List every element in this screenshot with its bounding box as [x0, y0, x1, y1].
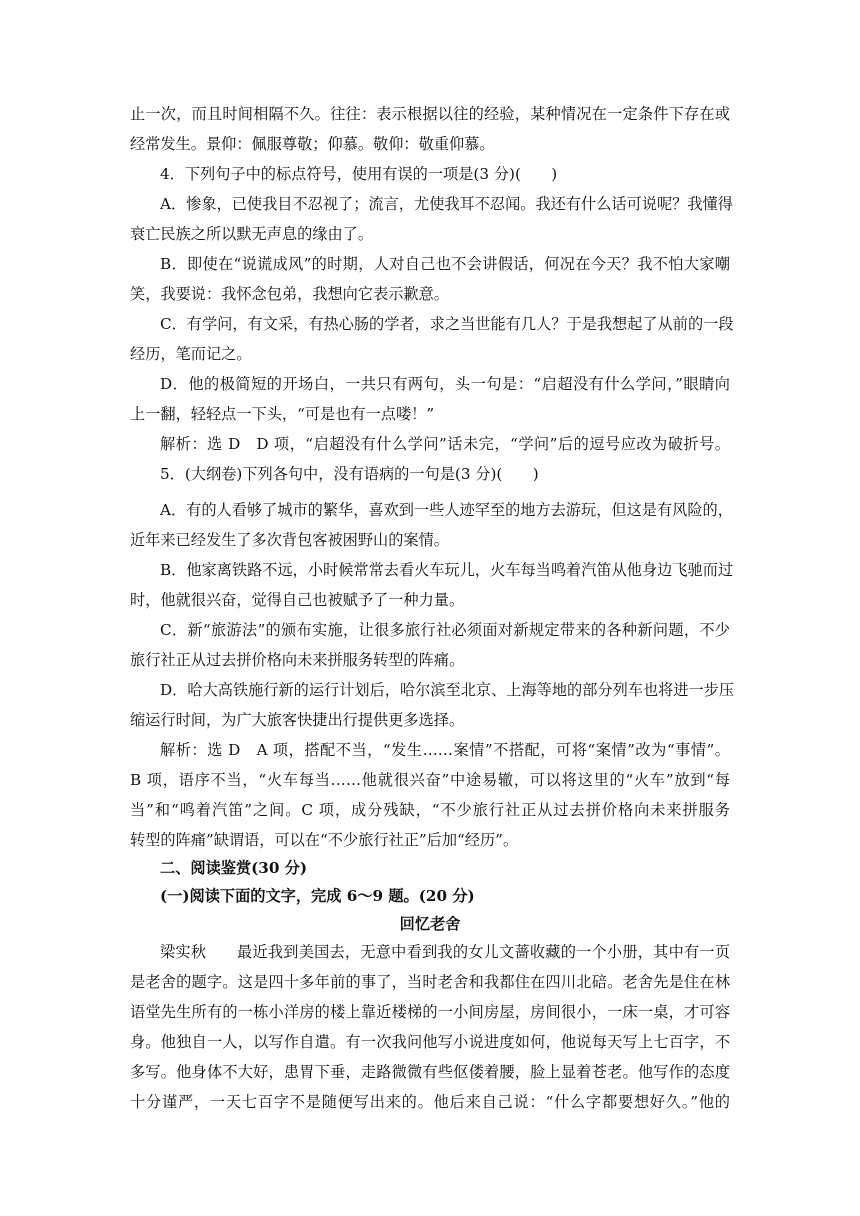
- text-line: B．他家离铁路不远，小时候常常去看火车玩儿，火车每当鸣着汽笛从他身边飞驰而过: [160, 561, 734, 579]
- text-line: 4．下列句子中的标点符号，使用有误的一项是(3 分)( ): [160, 165, 558, 183]
- text-line: 当”和“鸣着汽笛”之间。C 项，成分残缺，“不少旅行社正从过去拼价格向未来拼服务: [130, 801, 730, 819]
- article-title: 回忆老舍: [399, 915, 461, 933]
- text-line: 时，他就很兴奋，觉得自己也被赋予了一种力量。: [130, 591, 465, 609]
- text-line: C．新“旅游法”的颁布实施，让很多旅行社必须面对新规定带来的各种新问题，不少: [160, 621, 730, 639]
- text-line: 是老舍的题字。这是四十多年前的事了，当时老舍和我都住在四川北碚。老舍先是住在林: [130, 973, 730, 991]
- text-line: 多写。他身体不大好，患胃下垂，走路微微有些伛偻着腰，脸上显着苍老。他写作的态度: [130, 1063, 730, 1081]
- text-line: 衰亡民族之所以默无声息的缘由了。: [130, 225, 373, 243]
- text-line: 笑，我要说：我怀念包弟，我想向它表示歉意。: [130, 285, 449, 303]
- text-line: 解析：选 D D 项，“启超没有什么学问”话未完，“学问”后的逗号应改为破折号。: [160, 435, 730, 453]
- text-line: 身。他独自一人，以写作自遣。有一次我问他写小说进度如何，他说每天写上七百字，不: [130, 1033, 730, 1051]
- text-line: 二、阅读鉴赏(30 分): [160, 859, 308, 877]
- text-line: D．他的极简短的开场白，一共只有两句，头一句是：“启超没有什么学问，”眼睛向: [160, 375, 730, 393]
- text-line: A．惨象，已使我目不忍视了；流言，尤使我耳不忍闻。我还有什么话可说呢？我懂得: [160, 195, 733, 213]
- text-line: C．有学问，有文采，有热心肠的学者，求之当世能有几人？于是我想起了从前的一段: [160, 315, 734, 333]
- text-line: D．哈大高铁施行新的运行计划后，哈尔滨至北京、上海等地的部分列车也将进一步压: [160, 681, 735, 699]
- text-line: B．即使在“说谎成风”的时期，人对自己也不会讲假话，何况在今天？我不怕大家嘲: [160, 255, 730, 273]
- text-line: 止一次，而且时间相隔不久。往往：表示根据以往的经验，某种情况在一定条件下存在或: [130, 105, 730, 123]
- text-line: A．有的人看够了城市的繁华，喜欢到一些人迹罕至的地方去游玩，但这是有风险的，: [160, 501, 733, 519]
- text-line: 上一翻，轻轻点一下头，“可是也有一点喽！”: [130, 405, 435, 423]
- text-line: (一)阅读下面的文字，完成 6～9 题。(20 分): [160, 887, 475, 905]
- text-line: 5．(大纲卷)下列各句中，没有语病的一句是(3 分)( ): [160, 465, 539, 483]
- text-line: 梁实秋 最近我到美国去，无意中看到我的女儿文蔷收藏的一个小册，其中有一页: [160, 943, 730, 961]
- text-line: 经常发生。景仰：佩服尊敬；仰慕。敬仰：敬重仰慕。: [130, 135, 495, 153]
- text-line: 缩运行时间，为广大旅客快捷出行提供更多选择。: [130, 711, 465, 729]
- text-line: 语堂先生所有的一栋小洋房的楼上靠近楼梯的一小间房屋，房间很小，一床一桌，才可容: [130, 1003, 730, 1021]
- text-line: 十分谨严，一天七百字不是随便写出来的。他后来自己说：“什么字都要想好久。”他的: [130, 1093, 730, 1111]
- text-line: 转型的阵痛”缺谓语，可以在“不少旅行社正”后加“经历”。: [130, 831, 519, 849]
- text-line: 旅行社正从过去拼价格向未来拼服务转型的阵痛。: [130, 651, 465, 669]
- text-line: B 项，语序不当，“火车每当……他就很兴奋”中途易辙，可以将这里的“火车”放到“每: [130, 771, 730, 789]
- text-line: 解析：选 D A 项，搭配不当，“发生……案情”不搭配，可将“案情”改为“事情”。: [160, 741, 730, 759]
- text-line: 近年来已经发生了多次背包客被困野山的案情。: [130, 531, 449, 549]
- text-line: 经历，笔而记之。: [130, 345, 252, 363]
